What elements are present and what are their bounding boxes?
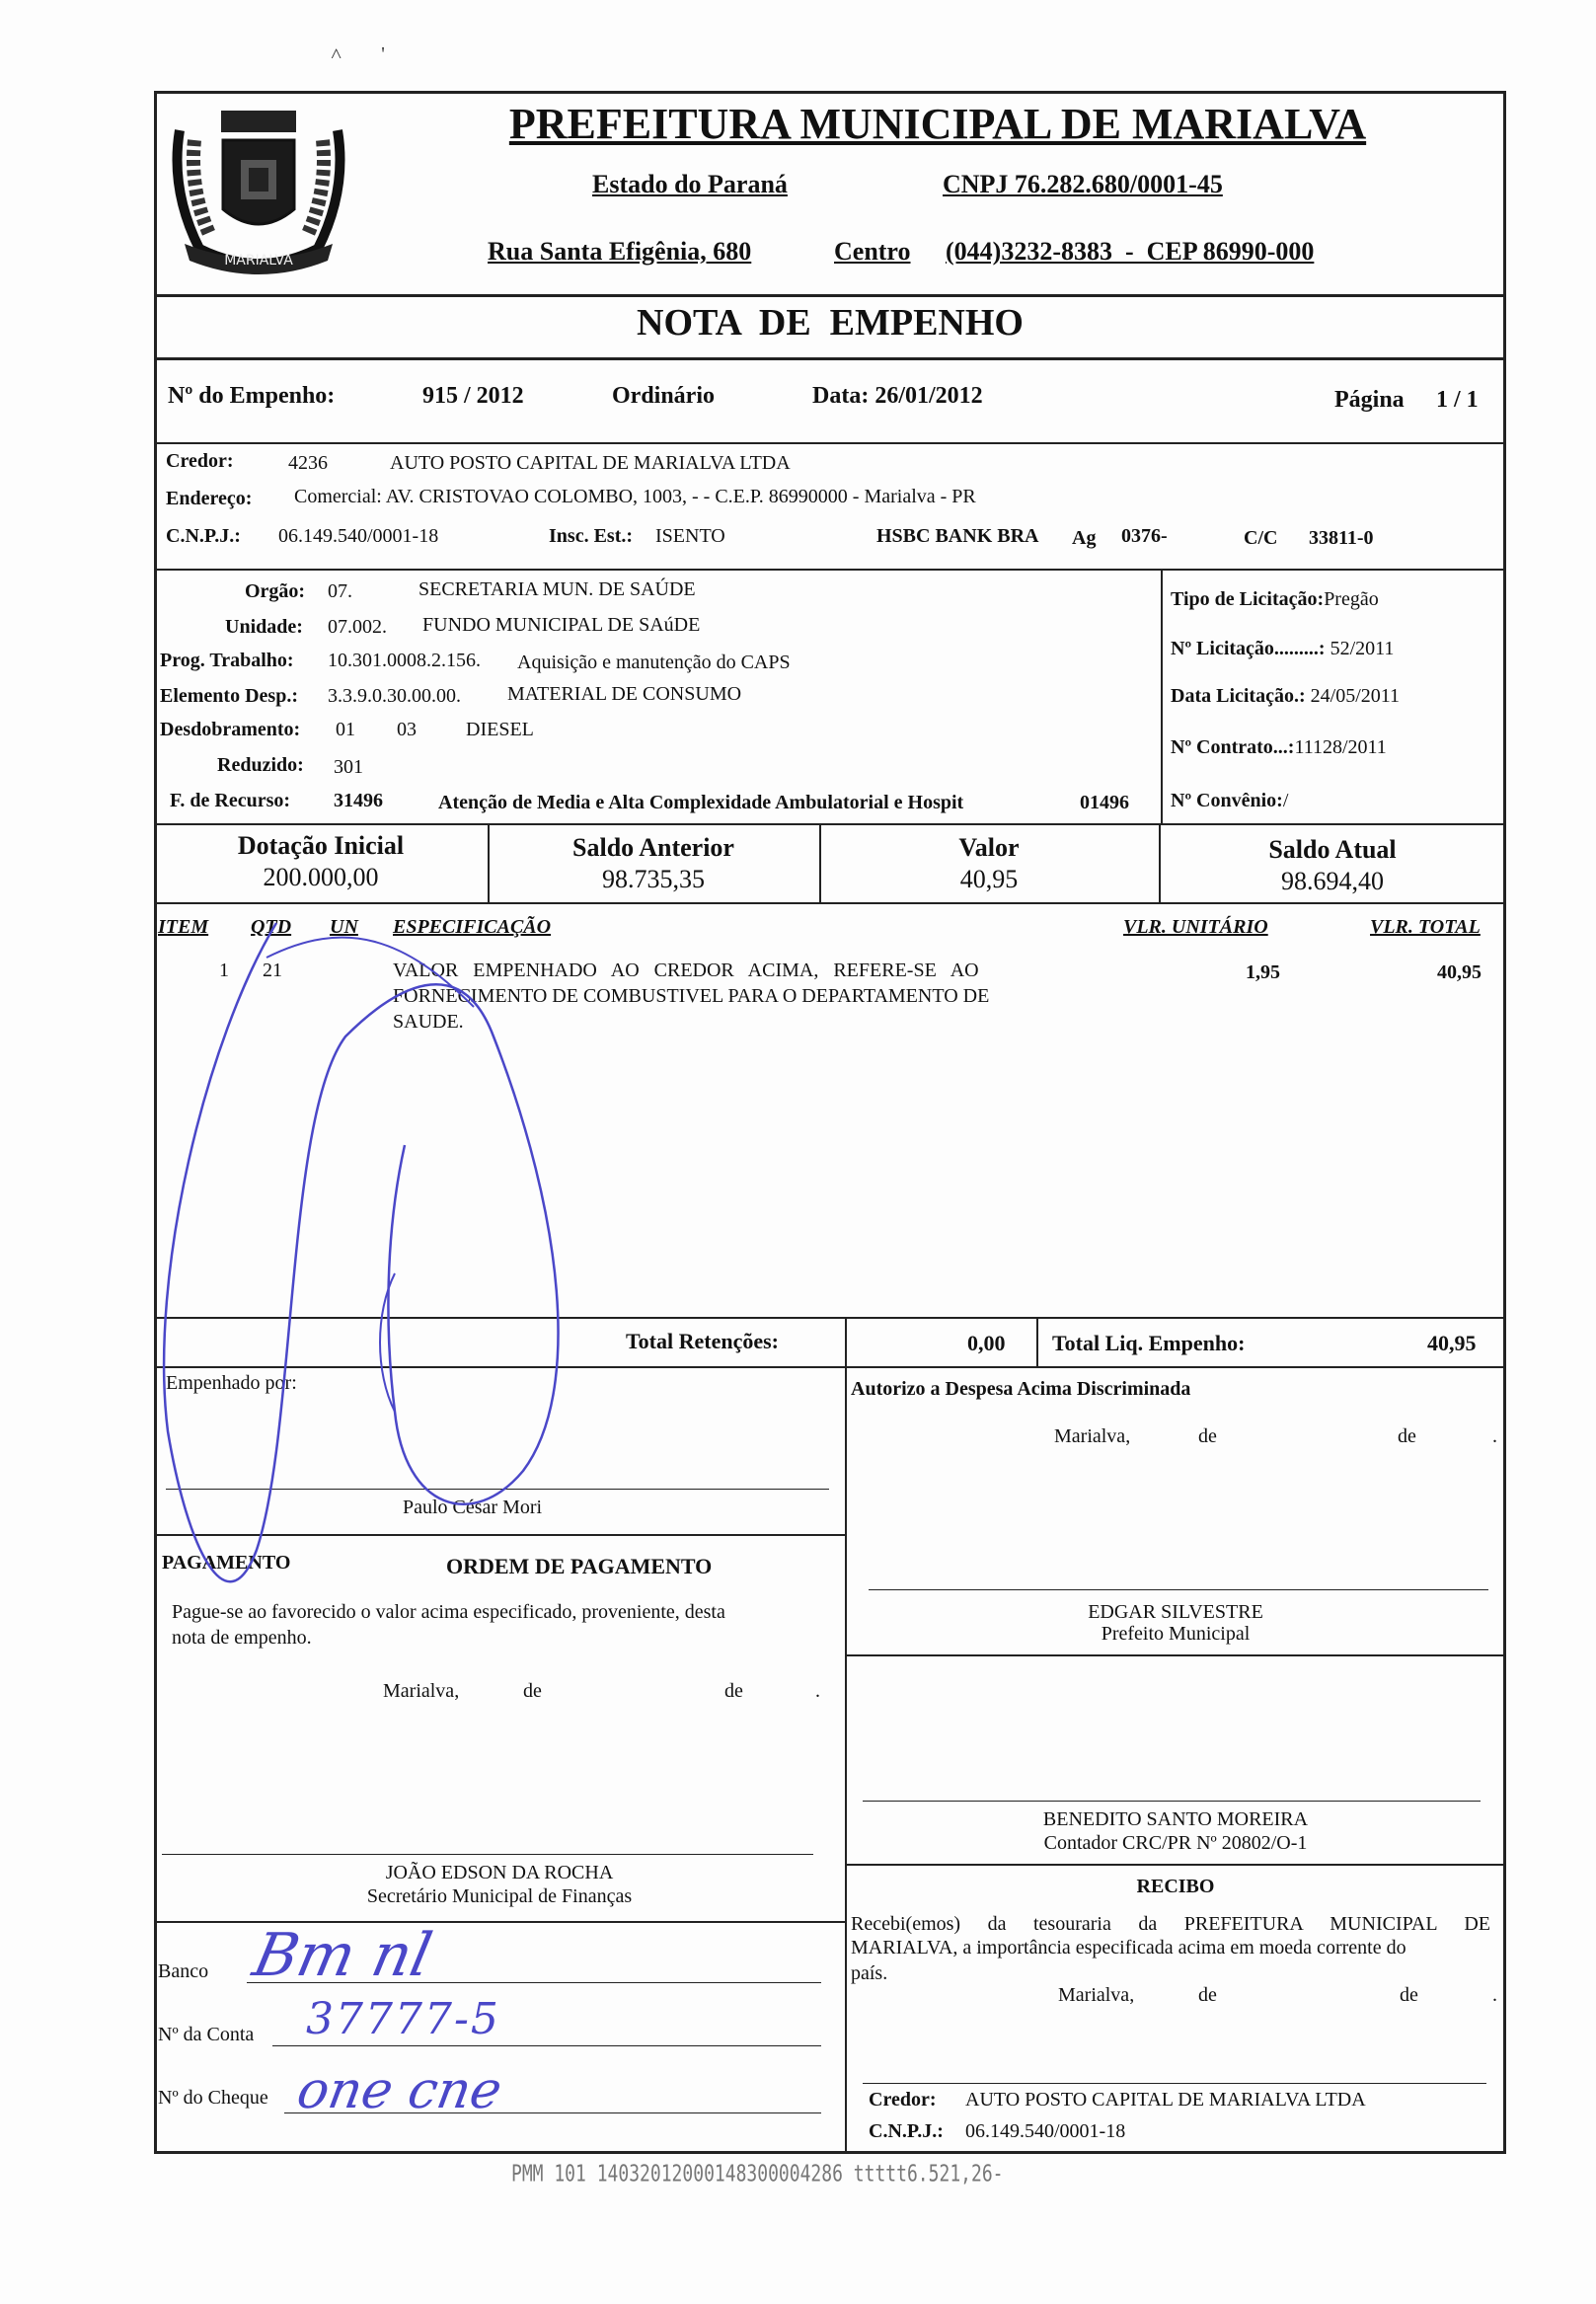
cnpj-label: CNPJ 76.282.680/0001-45 [943, 170, 1223, 198]
state-label: Estado do Paraná [592, 170, 788, 198]
recibo-cnpj-label: C.N.P.J.: [869, 2120, 944, 2142]
divider [154, 823, 1506, 825]
convenio-label: Nº Convênio:/ [1171, 790, 1289, 811]
saldo-atual-value: 98.694,40 [1281, 867, 1384, 895]
col-unit-value: VLR. UNITÁRIO [1123, 916, 1268, 938]
prefeito-role: Prefeito Municipal [1101, 1623, 1251, 1645]
page-title: PREFEITURA MUNICIPAL DE MARIALVA [508, 100, 1367, 148]
orgao-name: SECRETARIA MUN. DE SAÚDE [418, 578, 696, 600]
contador-name: BENEDITO SANTO MOREIRA [1042, 1808, 1309, 1830]
item-spec-line-1: VALOR EMPENHADO AO CREDOR ACIMA, REFERE-SE AO [393, 960, 979, 981]
credor-code: 4236 [288, 452, 328, 474]
page-number: 1 / 1 [1436, 387, 1479, 413]
divider [154, 1534, 845, 1536]
licitacao-tipo-label: Tipo de Licitação:Pregão [1171, 588, 1379, 610]
address-label: Endereço: [166, 488, 253, 509]
scan-mark: ˄ ' [331, 43, 385, 65]
fonte-label: F. de Recurso: [170, 790, 291, 811]
recibo-de1: de [1198, 1984, 1217, 2006]
item-spec-line-2: FORNECIMENTO DE COMBUSTIVEL PARA O DEPARTAMENTO DE [393, 985, 990, 1007]
empenho-number: 915 / 2012 [422, 383, 524, 409]
recibo-city: Marialva, [1058, 1984, 1135, 2006]
insc-label: Insc. Est.: [549, 525, 634, 547]
divider [154, 1921, 845, 1923]
pagamento-de2: de [724, 1680, 743, 1702]
divider [154, 357, 1506, 360]
col-total-value: VLR. TOTAL [1370, 916, 1481, 938]
reduzido-value: 301 [334, 756, 363, 778]
prog-label: Prog. Trabalho: [160, 650, 294, 671]
empenho-type: Ordinário [612, 383, 716, 409]
contador-role: Contador CRC/PR Nº 20802/O-1 [1043, 1832, 1308, 1854]
autorizo-dot: . [1492, 1425, 1497, 1447]
pagamento-label: PAGAMENTO [162, 1552, 291, 1574]
fonte-code: 31496 [334, 790, 383, 811]
empenho-date: Data: 26/01/2012 [812, 383, 983, 409]
dotacao-value: 200.000,00 [263, 863, 379, 891]
divider [1036, 1317, 1038, 1366]
divider [845, 1366, 847, 2154]
recibo-de2: de [1400, 1984, 1418, 2006]
pagamento-text-2: nota de empenho. [172, 1627, 312, 1649]
divider [845, 1864, 1506, 1866]
fonte-number: 01496 [1080, 792, 1129, 813]
cnpj-label-credor: C.N.P.J.: [166, 525, 241, 547]
divider [154, 1366, 1506, 1368]
insc-value: ISENTO [655, 525, 725, 547]
autorizo-city: Marialva, [1054, 1425, 1131, 1447]
divider [845, 1317, 847, 1366]
phone-cep-label: (044)3232-8383 - CEP 86990-000 [946, 237, 1315, 266]
elem-code: 3.3.9.0.30.00.00. [328, 685, 461, 707]
district-label: Centro [834, 237, 911, 266]
signature-line [869, 1589, 1488, 1590]
fonte-name: Atenção de Media e Alta Complexidade Ambulatorial e Hospit [438, 792, 964, 813]
pagamento-city: Marialva, [383, 1680, 460, 1702]
licitacao-num-label: Nº Licitação.........: 52/2011 [1171, 638, 1395, 659]
recibo-title: RECIBO [1136, 1876, 1215, 1897]
valor-label: Valor [958, 833, 1020, 862]
recibo-credor: AUTO POSTO CAPITAL DE MARIALVA LTDA [965, 2089, 1366, 2111]
bank-name: HSBC BANK BRA [876, 525, 1039, 547]
divider [154, 1317, 1506, 1319]
secretario-role: Secretário Municipal de Finanças [366, 1885, 633, 1907]
recibo-text-3: país. [851, 1962, 888, 1984]
conta-label: Nº da Conta [158, 2024, 255, 2045]
autorizo-de2: de [1398, 1425, 1416, 1447]
desd-label: Desdobramento: [160, 719, 301, 740]
recibo-text-1: Recebi(emos) da tesouraria da PREFEITURA MUNICIPAL DE [851, 1913, 1490, 1935]
saldo-anterior-value: 98.735,35 [602, 865, 705, 893]
handwritten-cheque: one cne [292, 2061, 506, 2120]
unidade-code: 07.002. [328, 616, 387, 638]
signature-line [863, 1801, 1481, 1802]
reduzido-label: Reduzido: [217, 754, 304, 776]
divider [154, 569, 1506, 571]
orgao-label: Orgão: [245, 580, 306, 602]
signature-line [166, 1489, 829, 1490]
prog-name: Aquisição e manutenção do CAPS [517, 652, 791, 673]
item-number: 1 [219, 960, 229, 981]
handwritten-conta: 37777-5 [306, 1994, 500, 2044]
ordem-pagamento-title: ORDEM DE PAGAMENTO [446, 1554, 713, 1578]
dotacao-label: Dotação Inicial [237, 831, 405, 860]
empenho-label: Nº do Empenho: [168, 383, 336, 409]
liquido-value: 40,95 [1427, 1331, 1477, 1355]
handwritten-banco: Bm nl [247, 1921, 438, 1990]
retencoes-value: 0,00 [967, 1331, 1006, 1355]
input-line [272, 2045, 821, 2046]
item-unit-value: 1,95 [1246, 961, 1280, 983]
svg-text:MARIALVA: MARIALVA [224, 253, 293, 269]
elem-name: MATERIAL DE CONSUMO [507, 683, 742, 705]
valor-value: 40,95 [959, 865, 1019, 893]
banco-label: Banco [158, 1960, 209, 1982]
account-label: C/C [1244, 527, 1278, 549]
credor-address: Comercial: AV. CRISTOVAO COLOMBO, 1003, - - C.E.P. 86990000 - Marialva - PR [294, 486, 976, 507]
recibo-dot: . [1492, 1984, 1497, 2006]
municipal-crest-icon [160, 91, 357, 288]
credor-cnpj: 06.149.540/0001-18 [278, 525, 439, 547]
liquido-label: Total Liq. Empenho: [1052, 1331, 1246, 1355]
desd-b: 03 [397, 719, 417, 740]
recibo-credor-label: Credor: [869, 2089, 937, 2111]
agency-label: Ag [1072, 527, 1097, 549]
footer-code: PMM 101 14032012000148300004286 ttttt6.521,26- [511, 2160, 1004, 2189]
elem-label: Elemento Desp.: [160, 685, 298, 707]
desd-name: DIESEL [466, 719, 534, 740]
credor-name: AUTO POSTO CAPITAL DE MARIALVA LTDA [390, 452, 791, 474]
agency-value: 0376- [1121, 525, 1168, 547]
contrato-label: Nº Contrato...:11128/2011 [1171, 736, 1387, 758]
pagamento-de1: de [523, 1680, 542, 1702]
secretario-name: JOÃO EDSON DA ROCHA [385, 1862, 614, 1883]
autorizo-label: Autorizo a Despesa Acima Discriminada [851, 1378, 1191, 1400]
recibo-text-2: MARIALVA, a importância especificada acima em moeda corrente do [851, 1937, 1406, 1958]
retencoes-label: Total Retenções: [626, 1329, 779, 1353]
cheque-label: Nº do Cheque [158, 2087, 268, 2109]
col-item: ITEM [158, 916, 209, 938]
empenhado-label: Empenhado por: [166, 1372, 297, 1394]
col-spec: ESPECIFICAÇÃO [393, 916, 552, 938]
divider [1161, 569, 1163, 823]
signature-line [863, 2083, 1486, 2084]
signature-line [162, 1854, 813, 1855]
pagamento-text-1: Pague-se ao favorecido o valor acima especificado, proveniente, desta [172, 1601, 725, 1623]
street-label: Rua Santa Efigênia, 680 [488, 237, 752, 266]
page-label: Página [1334, 387, 1405, 413]
unidade-label: Unidade: [225, 616, 303, 638]
divider [154, 902, 1506, 904]
credor-label: Credor: [166, 450, 234, 472]
pagamento-dot: . [815, 1680, 820, 1702]
desd-a: 01 [336, 719, 355, 740]
prefeito-name: EDGAR SILVESTRE [1088, 1601, 1263, 1623]
unidade-name: FUNDO MUNICIPAL DE SAúDE [422, 614, 701, 636]
item-spec-line-3: SAUDE. [393, 1011, 464, 1033]
col-qtd: QTD [251, 916, 292, 938]
divider [154, 442, 1506, 444]
empenhado-name: Paulo César Mori [403, 1497, 543, 1518]
document-title: NOTA DE EMPENHO [637, 302, 1024, 344]
divider [845, 1654, 1506, 1656]
saldo-anterior-label: Saldo Anterior [572, 833, 734, 862]
autorizo-de1: de [1198, 1425, 1217, 1447]
orgao-code: 07. [328, 580, 352, 602]
account-value: 33811-0 [1309, 527, 1374, 549]
licitacao-data-label: Data Licitação.: 24/05/2011 [1171, 685, 1401, 707]
saldo-atual-label: Saldo Atual [1268, 835, 1397, 864]
item-total-value: 40,95 [1437, 961, 1482, 983]
item-qty: 21 [263, 960, 282, 981]
recibo-cnpj: 06.149.540/0001-18 [965, 2120, 1126, 2142]
col-un: UN [330, 916, 358, 938]
divider [154, 294, 1506, 297]
prog-code: 10.301.0008.2.156. [328, 650, 481, 671]
